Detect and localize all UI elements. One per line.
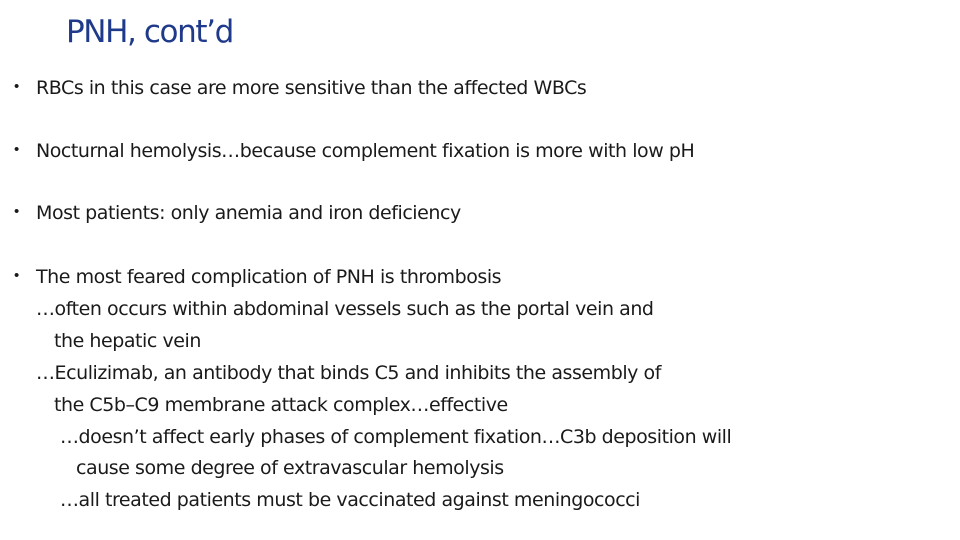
sub-line: …all treated patients must be vaccinated against meningococci (60, 489, 641, 511)
bullet-marker: • (14, 78, 20, 95)
sub-line: …often occurs within abdominal vessels such as the portal vein and (36, 298, 654, 320)
bullet-item: The most feared complication of PNH is thrombosis (36, 266, 502, 288)
bullet-marker: • (14, 141, 20, 158)
bullet-item: Most patients: only anemia and iron deficiency (36, 202, 461, 224)
slide-title: PNH, cont’d (66, 14, 233, 50)
sub-line: the hepatic vein (54, 330, 201, 352)
sub-line: the C5b–C9 membrane attack complex…effective (54, 394, 508, 416)
bullet-item: Nocturnal hemolysis…because complement fixation is more with low pH (36, 140, 695, 162)
bullet-item: RBCs in this case are more sensitive than the affected WBCs (36, 77, 587, 99)
bullet-marker: • (14, 267, 20, 284)
bullet-marker: • (14, 203, 20, 220)
sub-line: …doesn’t affect early phases of complement fixation…C3b deposition will (60, 426, 732, 448)
sub-line: …Eculizimab, an antibody that binds C5 and inhibits the assembly of (36, 362, 661, 384)
sub-line: cause some degree of extravascular hemolysis (76, 457, 504, 479)
